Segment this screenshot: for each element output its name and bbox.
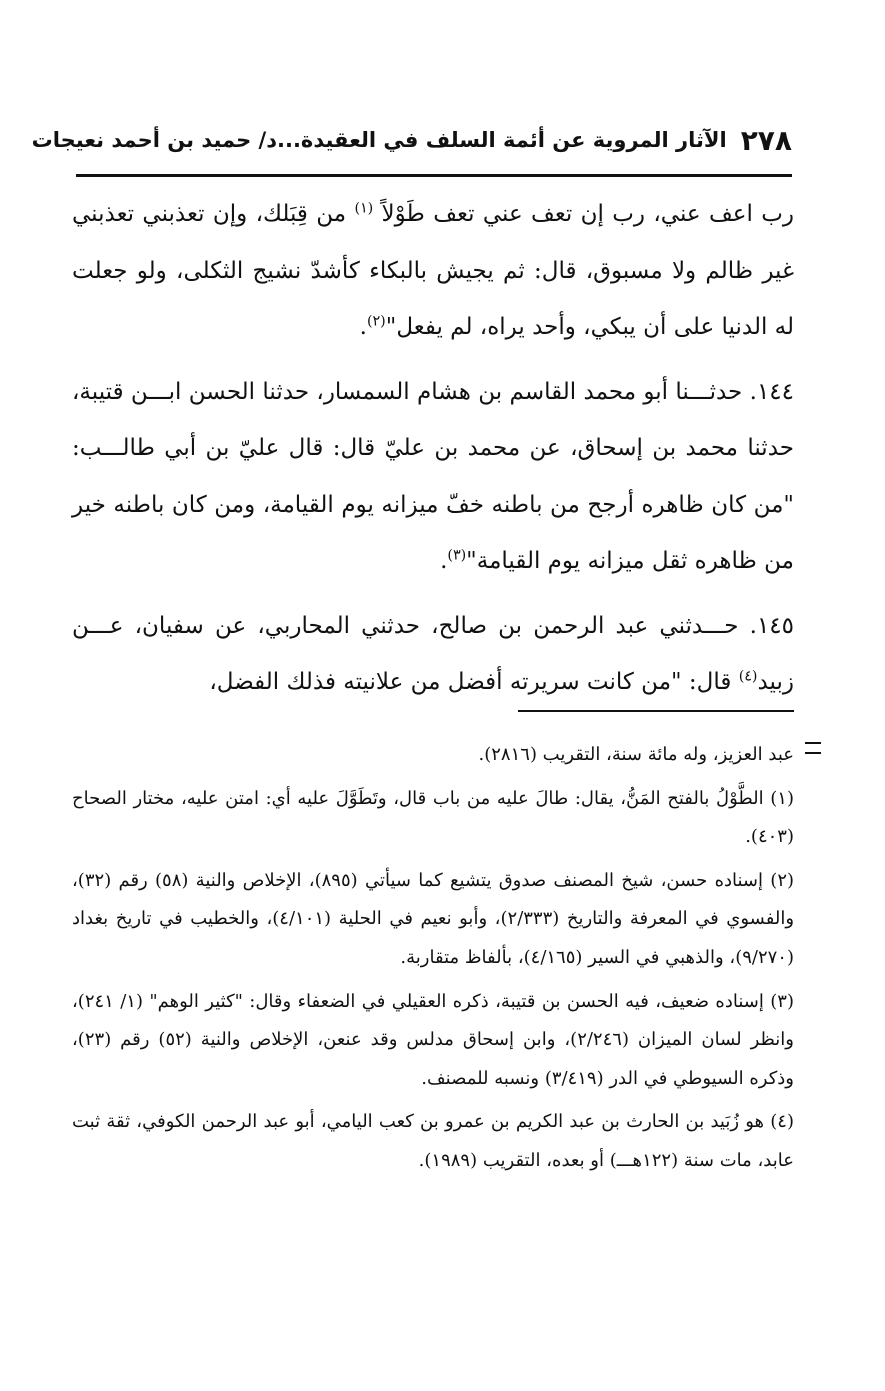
footnote-text: إسناده ضعيف، فيه الحسن بن قتيبة، ذكره العقيلي في الضعفاء وقال: "كثير الوهم" (١/ ٢٤١)، وانظر لسان الميزان (٢/٢٤٦)، وابن إسحاق مدلس وقد عنعن، الإخلاص والنية (٥٢) رقم (٢٣)، وذكره السيوطي في الدر (٣/٤١٩) ونسبه للمصنف. xyxy=(72,990,794,1089)
running-title: الآثار المروية عن أئمة السلف في العقيدة...د/ حميد بن أحمد نعيجات xyxy=(31,128,727,152)
header-rule xyxy=(76,174,792,177)
text-run: رب اعف عني، رب إن تعف عني تعف طَوْلاً xyxy=(373,201,794,227)
narration-145 xyxy=(72,598,794,711)
narration-number: ١٤٤ xyxy=(756,378,794,405)
footnotes xyxy=(72,736,794,1181)
footnote-text: الطَّوْلُ بالفتح المَنُّ، يقال: طالَ عليه من باب قال، وتَطَوَّلَ عليه أي: امتن عليه، مختار الصحاح (٤٠٣). xyxy=(72,787,794,848)
text-run: . xyxy=(440,548,448,574)
footnote-ref: (٣) xyxy=(447,547,467,564)
text-run: . حـــدثني عبد الرحمن بن صالح، حدثني المحاربي، عن سفيان، عـــن زبيد xyxy=(72,612,794,695)
footnote-text: هو زُبَيد بن الحارث بن عبد الكريم بن عمرو بن كعب اليامي، أبو عبد الرحمن الكوفي، ثقة ثبت عابد، مات سنة (١٢٢هـــ) أو بعده، التقريب (١٩٨٩). xyxy=(72,1111,794,1171)
text-run: قال: "من كانت سريرته أفضل من علانيته فذلك الفضل، xyxy=(209,669,739,695)
footnote-label: (٢) xyxy=(770,869,795,891)
text-run: من قِبَلك، وإن تعذبني تعذبني غير ظالم ولا مسبوق، قال: ثم يجيش بالبكاء كأشدّ نشيج الثكلى، ولو جعلت له الدنيا على أن يبكي، وأحد يراه، لم يفعل" xyxy=(72,201,794,340)
main-text xyxy=(72,186,794,711)
footnote-label: (٤) xyxy=(770,1111,794,1133)
text-run: . xyxy=(359,314,367,340)
continuation-mark xyxy=(805,742,821,754)
text-run: . حدثـــنا أبو محمد القاسم بن هشام السمسار، حدثنا الحسن ابـــن قتيبة، حدثنا محمد بن إسحاق، عن محمد بن عليّ قال: قال عليّ بن أبي طالـــب: "من كان ظاهره أرجح من باطنه خفّ ميزانه يوم القيامة، ومن كان باطنه خير من ظاهره ثقل ميزانه يوم القيامة" xyxy=(72,378,794,574)
narration-144 xyxy=(72,364,794,590)
footnote-ref: (٢) xyxy=(366,313,386,330)
footnote-4 xyxy=(72,1103,794,1180)
footnote-separator xyxy=(518,710,794,712)
footnote-1 xyxy=(72,780,794,857)
footnote-ref: (١) xyxy=(354,200,374,217)
narration-number: ١٤٥ xyxy=(756,612,794,639)
paragraph-continued xyxy=(72,186,794,356)
footnote-ref: (٤) xyxy=(738,668,758,685)
footnote-2 xyxy=(72,862,794,978)
footnote-label: (٣) xyxy=(770,990,794,1012)
footnote-label: (١) xyxy=(770,787,794,809)
page-number: ٢٧٨ xyxy=(740,123,792,157)
footnote-3 xyxy=(72,983,794,1099)
footnote-text: إسناده حسن، شيخ المصنف صدوق يتشيع كما سيأتي (٨٩٥)، الإخلاص والنية (٥٨) رقم (٣٢)، والفسوي في المعرفة والتاريخ (٢/٣٣٣)، وأبو نعيم في الحلية (٤/١٠١)، والخطيب في تاريخ بغداد (٩/٢٧٠)، والذهبي في السير (٤/١٦٥)، بألفاظ متقاربة. xyxy=(72,869,795,968)
page-header xyxy=(31,118,792,162)
footnote-continuation: عبد العزيز، وله مائة سنة، التقريب (٢٨١٦). xyxy=(478,744,794,765)
